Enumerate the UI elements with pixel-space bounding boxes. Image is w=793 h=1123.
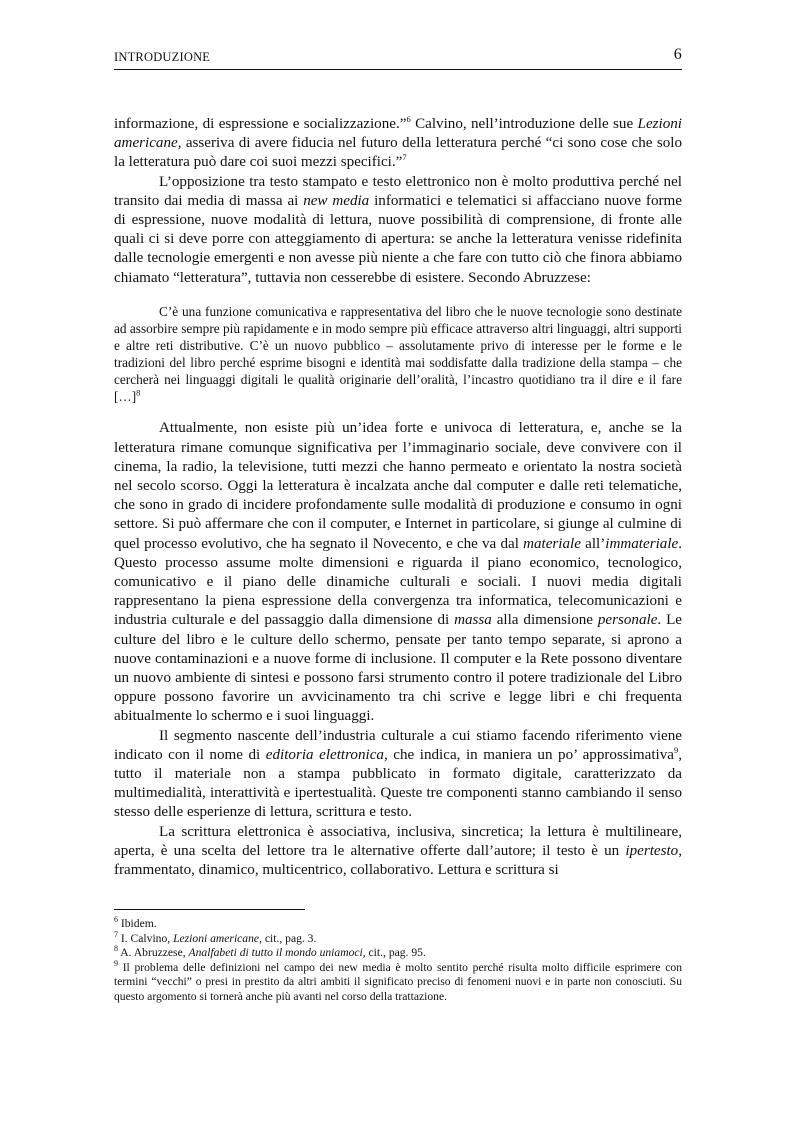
- paragraph-2: L’opposizione tra testo stampato e testo elettronico non è molto produttiva perché nel transito dai media di massa ai new media informatici e telematici si affacciano nuove forme di espressione, nuove modalità di lettura, nuove possibilità di comprensione, di fronte alle quali ci si deve porre con atteggiamento di apertura: se anche la letteratura venisse ridefinita dalle tecnologie emergenti e non avesse più niente a che fare con tutto ciò che finora abbiamo chiamato “letteratura”, tuttavia non cesserebbe di esistere. Secondo Abruzzese:: [114, 173, 682, 286]
- paragraph-3: Attualmente, non esiste più un’idea forte e univoca di letteratura, e, anche se la letteratura rimane comunque significativa per l’immaginario sociale, deve convivere con il cinema, la radio, la televisione, tutti mezzi che hanno permeato e orientato la nostra società nel secolo scorso. Oggi la letteratura è incalzata anche dal computer e dalle reti telematiche, che sono in grado di incidere profondamente sulle modalità di produzione e consumo in ogni settore. Si può affermare che con il computer, e Internet in particolare, si giunge al culmine di quel processo evolutivo, che ha segnato il Novecento, e che va dal materiale all’immateriale. Questo processo assume molte dimensioni e riguarda il piano economico, tecnologico, comunicativo e il piano delle dinamiche culturali e sociali. I nuovi media digitali rappresentano la piena espressione della convergenza tra informatica, telecomunicazioni e industria culturale e del passaggio dalla dimensione di massa alla dimensione personale. Le culture del libro e le culture dello schermo, pensate per tanto tempo separate, si aprono a nuove contaminazioni e a nuove forme di inclusione. Il computer e la Rete possono diventare un nuovo ambiente di sintesi e possono farsi strumento contro il potere tradizionale del Libro oppure possono favorire un avvicinamento tra chi scrive e legge libri e chi frequenta abitualmente lo schermo e i suoi linguaggi.: [114, 420, 682, 725]
- paragraph-1: informazione, di espressione e socializzazione.”$^6$ Calvino, nell’introduzione delle sue Lezioni americane, asseriva di avere fiducia nel futuro della letteratura perché “ci sono cose che solo la letteratura può dare coi suoi mezzi specifici.”$^7$: [114, 113, 682, 171]
- page-number: 6: [673, 46, 682, 63]
- document-page: [114, 0, 682, 1123]
- footnote-ref[interactable]: 9: [673, 744, 679, 755]
- footnote-7: $^7$ I. Calvino, Lezioni americane, cit., pag. 3.: [114, 929, 317, 945]
- footnote-8: $^8$ A. Abruzzese, Analfabeti di tutto il mondo uniamoci, cit., pag. 95.: [114, 944, 426, 959]
- footnote-rule: [114, 909, 305, 910]
- paragraph-5: La scrittura elettronica è associativa, inclusiva, sincretica; la lettura è multilineare, aperta, è una scelta del lettore tra le alternative offerte dall’autore; il testo è un ipertesto, frammentato, dinamico, multicentrico, collaborativo. Lettura e scrittura si: [114, 823, 682, 879]
- footnote-ref[interactable]: 6: [406, 113, 411, 124]
- paragraph-4: Il segmento nascente dell’industria culturale a cui stiamo facendo riferimento viene indicato con il nome di editoria elettronica, che indica, in maniera un po’ approssimativa$^9$, tutto il materiale non a stampa pubblicato in formato digitale, caratterizzato da multimedialità, interattività e ipertestualità. Queste tre componenti stanno cambiando il senso stesso delle esperienze di lettura, scrittura e testo.: [114, 727, 682, 821]
- block-quote: C’è una funzione comunicativa e rappresentativa del libro che le nuove tecnologie sono destinate ad assorbire sempre più rapidamente e in modo sempre più efficace attraverso altri linguaggi, altri supporti e altre reti distributive. C’è un nuovo pubblico – assolutamente privo di interesse per le forme e le tradizioni del libro perché esprime bisogni e identità mai soddisfatte dalla tradizione della stampa – che cercherà nei linguaggi digitali le qualità originarie dell’oralità, l’incastro quotidiano tra il dire e il fare […]$^8$: [114, 303, 682, 405]
- footnote-6: $^6$ Ibidem.: [114, 915, 157, 930]
- running-header: [114, 48, 682, 68]
- body-text: [114, 115, 682, 880]
- footnote-ref[interactable]: 7: [402, 152, 407, 163]
- chapter-title: INTRODUZIONE: [114, 50, 211, 64]
- footnote-ref[interactable]: 8: [136, 387, 141, 398]
- footnotes: [114, 917, 682, 1004]
- footnote-9: $^9$ Il problema delle definizioni nel campo dei new media è molto sentito perché risulta molto difficile esprimere con termini “vecchi” o presi in prestito da altri ambiti il significato preciso di fenomeni nuovi e in parte non conosciuti. Su questo argomento si tornerà anche più avanti nel corso della trattazione.: [114, 958, 682, 1003]
- header-rule: [114, 69, 682, 70]
